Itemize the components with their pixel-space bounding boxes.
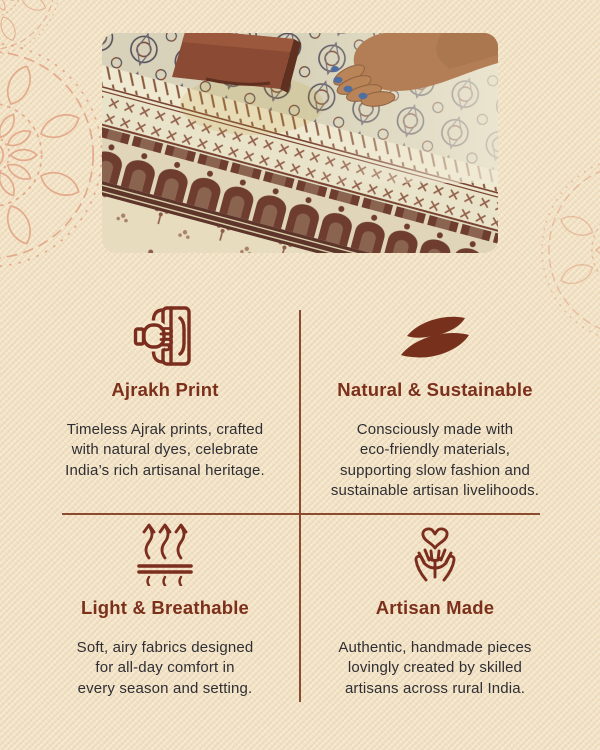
grid-divider-vertical <box>299 310 301 702</box>
leaf-icon <box>399 302 471 370</box>
feature-description: Timeless Ajrak prints, crafted with natural dyes, celebrate India’s rich artisanal heritage. <box>65 421 265 479</box>
feature-title: Ajrakh Print <box>111 379 219 400</box>
feature-description: Authentic, handmade pieces lovingly created by skilled artisans across rural India. <box>338 639 532 697</box>
airflow-breathable-icon <box>135 520 195 588</box>
mandala-ornament-top-left <box>0 0 65 60</box>
block-printing-photo <box>102 33 498 253</box>
feature-card-light-breathable <box>40 520 290 699</box>
mandala-ornament-left <box>0 35 110 275</box>
feature-card-ajrakh-print <box>40 302 290 481</box>
grid-divider-horizontal <box>62 513 540 515</box>
feature-title: Light & Breathable <box>80 597 250 618</box>
feature-card-natural-sustainable <box>310 302 560 501</box>
feature-title: Natural & Sustainable <box>337 379 533 400</box>
block-printing-illustration <box>102 33 498 253</box>
feature-description: Consciously made with eco-friendly materials, supporting slow fashion and sustainable artisan livelihoods. <box>330 421 540 499</box>
block-print-stamp-icon <box>132 302 198 370</box>
feature-description: Soft, airy fabrics designed for all-day comfort in every season and setting. <box>76 639 254 697</box>
feature-card-artisan-made <box>310 520 560 699</box>
feature-title: Artisan Made <box>375 597 495 618</box>
hands-holding-heart-icon <box>403 520 467 588</box>
